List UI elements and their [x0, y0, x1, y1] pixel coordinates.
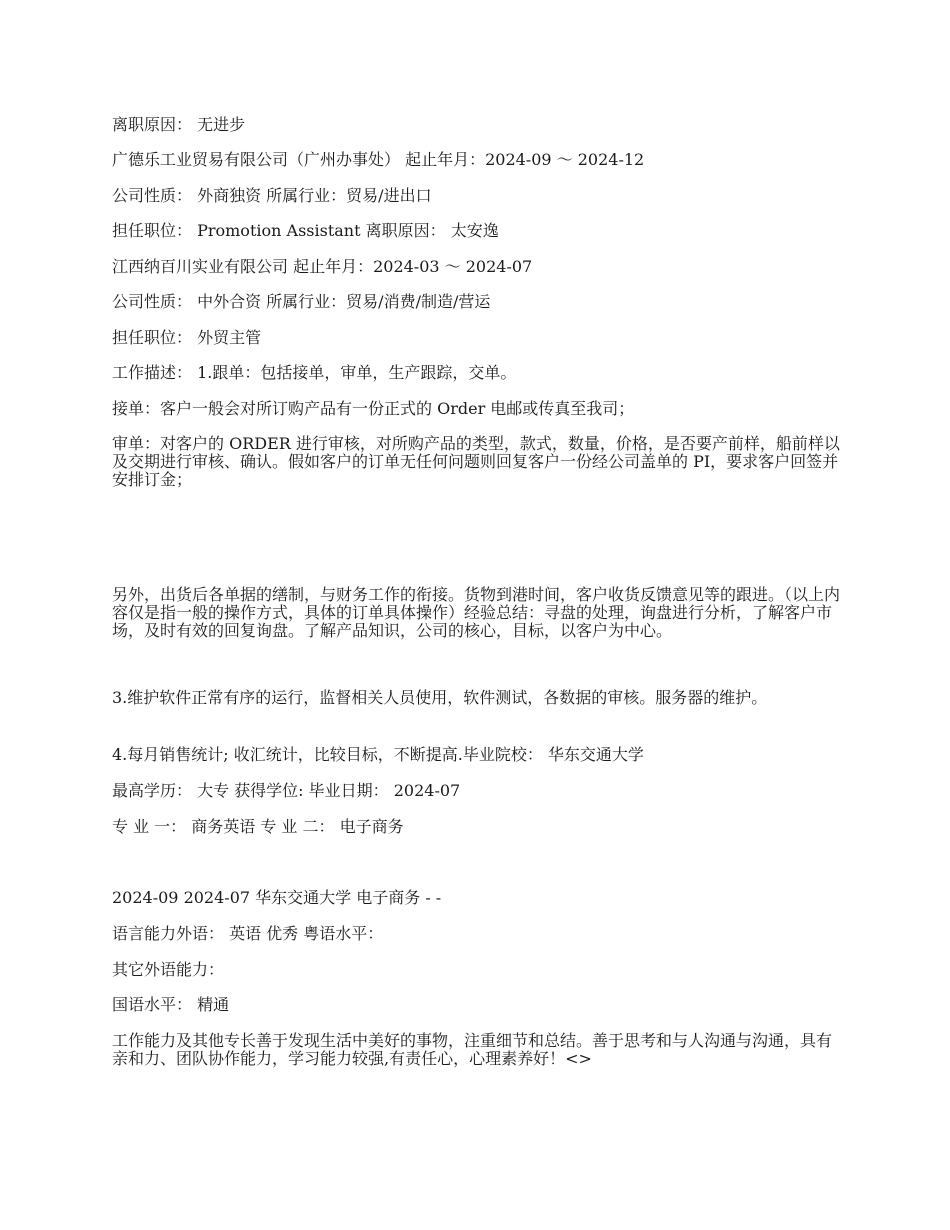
leave-reason-1: 离职原因： 无进步 — [112, 115, 246, 134]
sales-statistics: 4.每月销售统计; 收汇统计，比较目标，不断提高.毕业院校： 华东交通大学 — [112, 745, 644, 764]
order-receiving: 接单：客户一般会对所订购产品有一份正式的 Order 电邮或传真至我司； — [112, 399, 635, 418]
company-2-name-period: 江西纳百川实业有限公司 起止年月：2024-03 ～ 2024-07 — [112, 257, 533, 276]
majors: 专 业 一： 商务英语 专 业 二： 电子商务 — [112, 817, 404, 836]
company-1-nature-industry: 公司性质： 外商独资 所属行业：贸易/进出口 — [112, 186, 432, 205]
order-review: 审单：对客户的 ORDER 进行审核，对所购产品的类型，款式，数量，价格，是否要产前样，船前样以及交期进行审核、确认。假如客户的订单无任何问题则回复客户一份经公司盖单的 PI，要求客户回签并安排订金； — [112, 434, 840, 489]
company-2-position: 担任职位： 外贸主管 — [112, 328, 262, 347]
company-1-name-period: 广德乐工业贸易有限公司（广州办事处） 起止年月：2024-09 ～ 2024-12 — [112, 150, 645, 169]
shipping-followup: 另外，出货后各单据的缮制，与财务工作的衔接。货物到港时间，客户收货反馈意见等的跟进。（以上内容仅是指一般的操作方式，具体的订单具体操作）经验总结：寻盘的处理，询盘进行分析，了解客户市场，及时有效的回复询盘。了解产品知识，公司的核心，目标，以客户为中心。 — [112, 585, 841, 640]
software-maintenance: 3.维护软件正常有序的运行，监督相关人员使用，软件测试，各数据的审核。服务器的维护。 — [112, 688, 768, 707]
language-ability: 语言能力外语： 英语 优秀 粤语水平： — [112, 924, 384, 943]
education-record: 2024-09 2024-07 华东交通大学 电子商务 - - — [112, 888, 442, 907]
other-languages: 其它外语能力： — [112, 960, 225, 979]
job-description: 工作描述： 1.跟单：包括接单，审单，生产跟踪，交单。 — [112, 363, 517, 382]
mandarin-level: 国语水平： 精通 — [112, 995, 230, 1014]
company-2-nature-industry: 公司性质： 中外合资 所属行业：贸易/消费/制造/营运 — [112, 292, 491, 311]
skills-summary: 工作能力及其他专长善于发现生活中美好的事物，注重细节和总结。善于思考和与人沟通与沟通，具有亲和力、团队协作能力，学习能力较强,有责任心，心理素养好！<> — [112, 1031, 833, 1068]
education-degree: 最高学历： 大专 获得学位: 毕业日期： 2024-07 — [112, 781, 461, 800]
company-1-position: 担任职位： Promotion Assistant 离职原因： 太安逸 — [112, 221, 499, 240]
